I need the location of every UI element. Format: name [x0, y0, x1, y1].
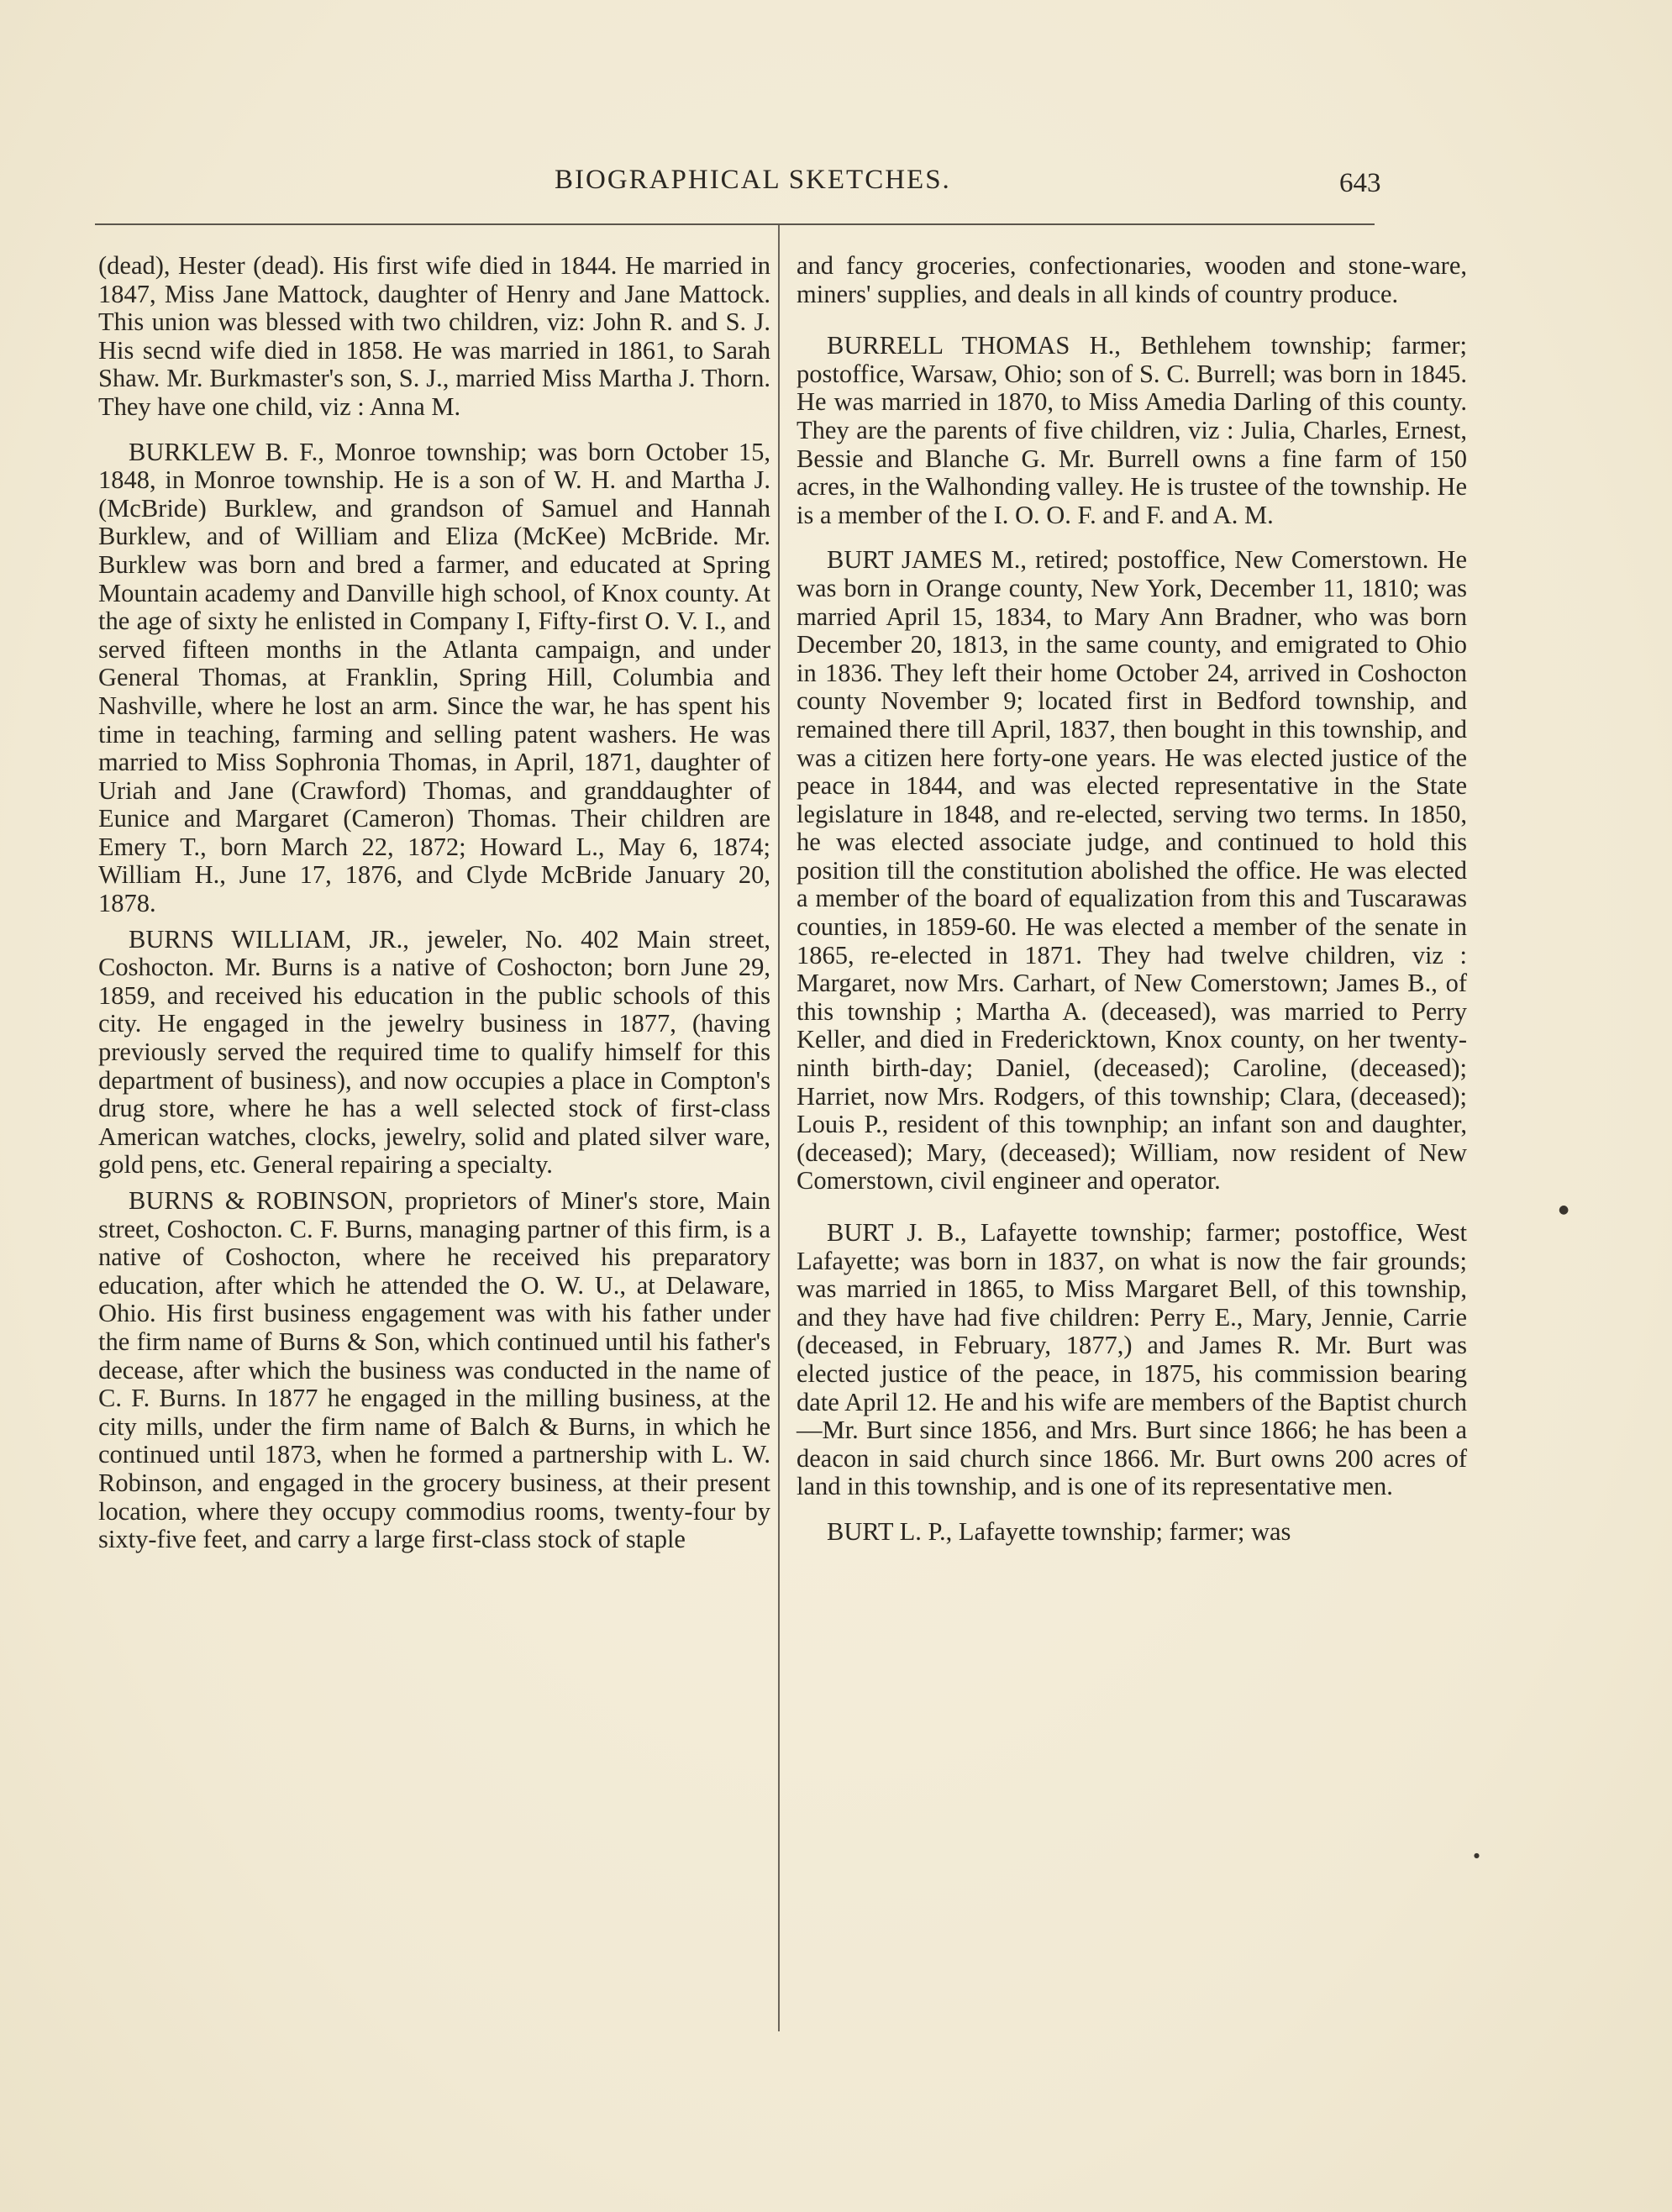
paragraph-burt-jb: BURT J. B., Lafayette township; farmer; postoffice, West Lafayette; was born in 1837, on what is now the fair grounds; was married in 1865, to Miss Margaret Bell, of this township, and they have had five children: Perry E., Mary, Jennie, Carrie (deceased, in February, 1877,) and James R. Mr. Burt was elected justice of the peace, in 1875, his commission bearing date April 12. He and his wife are members of the Baptist church—Mr. Burt since 1856, and Mrs. Burt since 1866; he has been a deacon in said church since 1866. Mr. Burt owns 200 acres of land in this township, and is one of its representative men. [797, 1218, 1467, 1501]
column-divider [778, 225, 780, 2031]
ink-speck: ● [1559, 1203, 1569, 1216]
paragraph-groceries-continuation: and fancy groceries, confectionaries, wooden and stone-ware, miners' supplies, and deals in all kinds of country produce. [797, 251, 1467, 308]
paragraph-burns-william: BURNS WILLIAM, JR., jeweler, No. 402 Main street, Coshocton. Mr. Burns is a native of Coshocton; born June 29, 1859, and received his education in the public schools of this city. He engaged in the jewelry business in 1877, (having previously served the required time to qualify himself for this department of business), and now occupies a place in Compton's drug store, where he has a well selected stock of first-class American watches, clocks, jewelry, solid and plated silver ware, gold pens, etc. General repairing a specialty. [98, 924, 770, 1180]
paragraph-burns-robinson: BURNS & ROBINSON, proprietors of Miner's store, Main street, Coshocton. C. F. Burns, managing partner of this firm, is a native of Coshocton, where he received his preparatory education, after which he attended the O. W. U., at Delaware, Ohio. His first business engagement was with his father under the firm name of Burns & Son, which continued until his father's decease, after which the business was conducted in the name of C. F. Burns. In 1877 he engaged in the milling business, at the city mills, under the firm name of Balch & Burns, in which he continued until 1873, when he formed a partnership with L. W. Robinson, and engaged in the grocery business, at their present location, where they occupy commodius rooms, twenty-four by sixty-five feet, and carry a large first-class stock of staple [98, 1186, 770, 1554]
paragraph-burrell-thomas: BURRELL THOMAS H., Bethlehem township; farmer; postoffice, Warsaw, Ohio; son of S. C. Burrell; was born in 1845. He was married in 1870, to Miss Amedia Darling of this county. They are the parents of five children, viz : Julia, Charles, Ernest, Bessie and Blanche G. Mr. Burrell owns a fine farm of 150 acres, in the Walhonding valley. He is trustee of the township. He is a member of the I. O. O. F. and F. and A. M. [797, 331, 1467, 529]
left-column [98, 252, 770, 1554]
header-rule [95, 223, 1375, 225]
page-number: 643 [1339, 168, 1381, 198]
ink-speck: ● [1474, 1852, 1480, 1859]
paragraph-hester-continuation: (dead), Hester (dead). His first wife died in 1844. He married in 1847, Miss Jane Mattock, daughter of Henry and Jane Mattock. This union was blessed with two children, viz: John R. and S. J. His secnd wife died in 1858. He was married in 1861, to Sarah Shaw. Mr. Burkmaster's son, S. J., married Miss Martha J. Thorn. They have one child, viz : Anna M. [98, 251, 770, 421]
right-column [797, 252, 1467, 1547]
paragraph-burt-james: BURT JAMES M., retired; postoffice, New Comerstown. He was born in Orange county, New York, December 11, 1810; was married April 15, 1834, to Mary Ann Bradner, who was born December 20, 1813, in the same county, and emigrated to Ohio in 1836. They left their home October 24, arrived in Coshocton county November 9; located first in Bedford township, and remained there till April, 1837, then bought in this township, and was a citizen here forty-one years. He was elected justice of the peace in 1844, and was elected representative in the State legislature in 1848, and re-elected, serving two terms. In 1850, he was elected associate judge, and continued to hold this position till the constitution abolished the office. He was elected a member of the board of equalization from this and Tuscarawas counties, in 1859-60. He was elected a member of the senate in 1865, re-elected in 1871. They had twelve children, viz : Margaret, now Mrs. Carhart, of New Comerstown; James B., of this township ; Martha A. (deceased), was married to Perry Keller, and died in Fredericktown, Knox county, on her twenty-ninth birth-day; Daniel, (deceased); Caroline, (deceased); Harriet, now Mrs. Rodgers, of this township; Clara, (deceased); Louis P., resident of this townphip; an infant son and daughter, (deceased); Mary, (deceased); William, now resident of New Comerstown, civil engineer and operator. [797, 545, 1467, 1195]
paragraph-burt-lp: BURT L. P., Lafayette township; farmer; was [827, 1516, 1291, 1546]
paragraph-burklew: BURKLEW B. F., Monroe township; was born October 15, 1848, in Monroe township. He is a son of W. H. and Martha J. (McBride) Burklew, and grandson of Samuel and Hannah Burklew, and of William and Eliza (McKee) McBride. Mr. Burklew was born and bred a farmer, and educated at Spring Mountain academy and Danville high school, of Knox county. At the age of sixty he enlisted in Company I, Fifty-first O. V. I., and served fifteen months in the Atlanta campaign, and under General Thomas, at Franklin, Spring Hill, Columbia and Nashville, where he lost an arm. Since the war, he has spent his time in teaching, farming and selling patent washers. He was married to Miss Sophronia Thomas, in April, 1871, daughter of Uriah and Jane (Crawford) Thomas, and granddaughter of Eunice and Margaret (Cameron) Thomas. Their children are Emery T., born March 22, 1872; Howard L., May 6, 1874; William H., June 17, 1876, and Clyde McBride January 20, 1878. [98, 437, 770, 918]
running-header-title: BIOGRAPHICAL SKETCHES. [555, 165, 951, 195]
